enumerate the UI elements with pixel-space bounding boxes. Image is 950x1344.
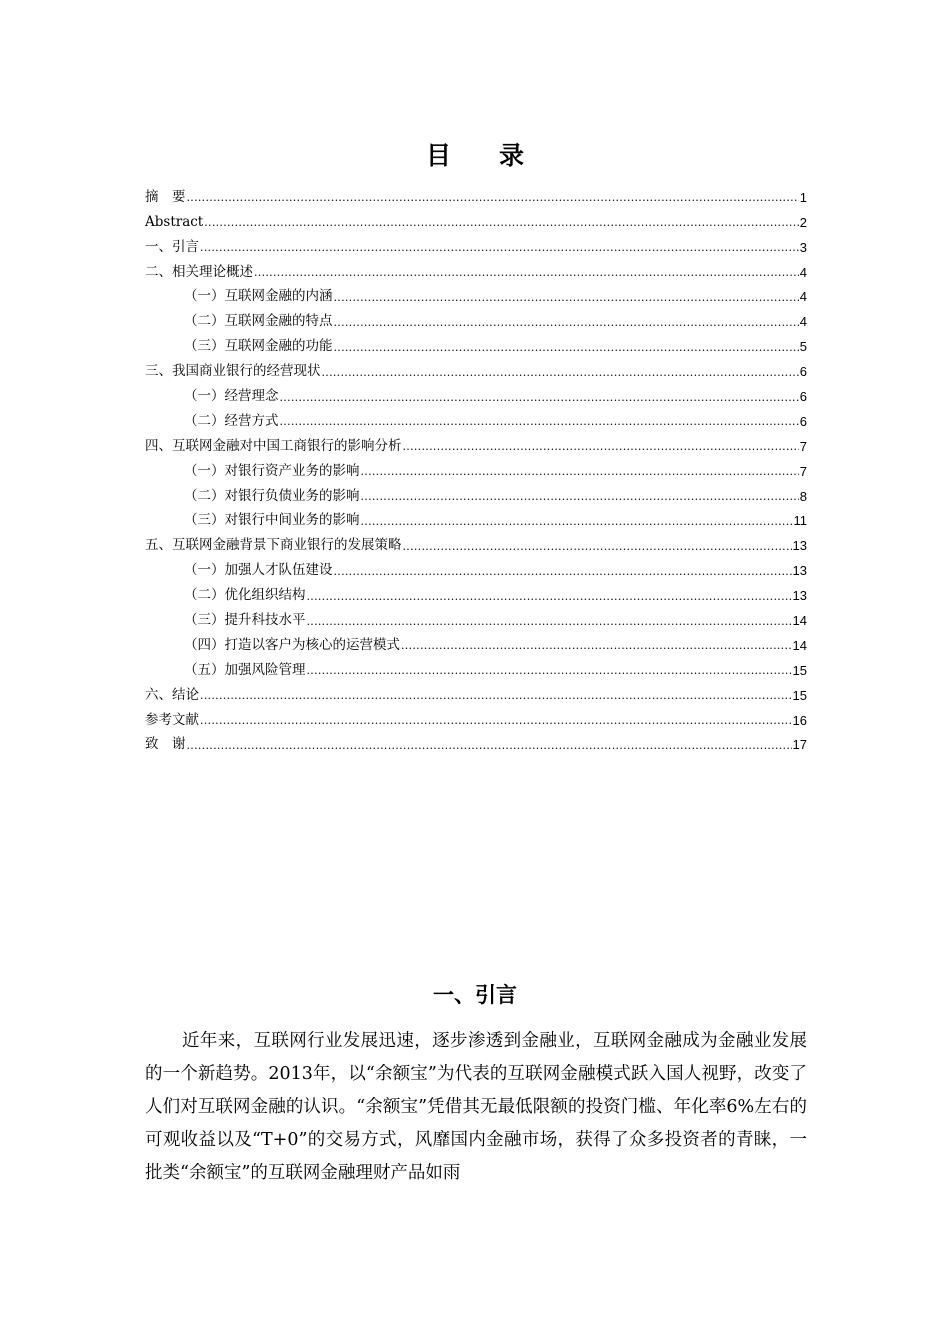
toc-leader [280,415,799,429]
toc-title-char-2: 录 [499,141,525,170]
toc-entry-label: （一）加强人才队伍建设 [184,562,333,579]
toc-entry[interactable] [145,354,807,379]
toc-leader [403,440,799,454]
toc-entry-page: 7 [799,463,807,479]
toc-subentry[interactable] [145,553,807,578]
toc-leader [322,366,799,380]
toc-leader [361,465,799,479]
toc-leader [361,515,793,529]
toc-title [0,136,950,172]
toc-entry-page: 5 [799,339,807,355]
toc-leader [200,241,799,255]
toc-leader [254,266,799,280]
toc-leader [200,689,792,703]
toc-entry-page: 11 [793,513,807,529]
toc-entry-label: （二）优化组织结构 [184,587,306,604]
toc-subentry[interactable] [145,628,807,653]
toc-subentry[interactable] [145,379,807,404]
toc-entry-label: （四）打造以客户为核心的运营模式 [184,636,400,653]
toc-entry-page: 4 [799,289,807,305]
toc-leader [401,639,792,653]
toc-leader [280,391,799,405]
toc-leader [187,191,799,205]
toc-leader [334,291,799,305]
toc-entry-label: （一）经营理念 [184,388,279,405]
toc-entry-label: （三）对银行中间业务的影响 [184,512,360,529]
toc-entry-label: Abstract [145,213,204,230]
section-heading: 一、引言 [433,982,517,1007]
toc-entry-label: 六、结论 [145,686,199,703]
toc-leader [307,664,792,678]
toc-entry-page: 7 [799,438,807,454]
toc-entry-label: （二）经营方式 [184,412,279,429]
toc-entry-label: 致 谢 [145,736,186,753]
toc-entry-page: 8 [799,488,807,504]
toc-entry-label: （一）互联网金融的内涵 [184,288,333,305]
toc-leader [204,216,799,230]
toc-entry[interactable] [145,703,807,728]
toc-entry-page: 4 [799,314,807,330]
toc-entry-label: （三）提升科技水平 [184,612,306,629]
toc-entry-page: 14 [792,637,807,653]
toc-title-char-1: 目 [425,141,451,170]
toc-entry[interactable] [145,728,807,753]
toc-subentry[interactable] [145,578,807,603]
toc-entry-page: 14 [792,613,807,629]
toc-entry-page: 4 [799,264,807,280]
toc-subentry[interactable] [145,653,807,678]
toc-entry-page: 1 [799,189,807,205]
toc-entry[interactable] [145,205,807,230]
toc-entry-page: 6 [799,413,807,429]
toc-entry-label: 摘 要 [145,188,186,205]
toc-entry[interactable] [145,255,807,280]
toc-entry[interactable] [145,678,807,703]
toc-entry-page: 13 [792,588,807,604]
toc-leader [334,565,792,579]
toc-entry-label: （二）互联网金融的特点 [184,313,333,330]
toc-entry-label: （二）对银行负债业务的影响 [184,487,360,504]
toc-entry-label: 一、引言 [145,238,199,255]
toc-entry-page: 3 [799,239,807,255]
toc-entry-page: 15 [792,662,807,678]
toc-leader [361,490,799,504]
toc-leader [187,739,792,753]
toc-entry[interactable] [145,180,807,205]
toc-entry-label: 参考文献 [145,711,199,728]
toc-subentry[interactable] [145,304,807,329]
toc-entry-page: 15 [792,687,807,703]
toc-subentry[interactable] [145,329,807,354]
toc-entry-page: 17 [792,737,807,753]
table-of-contents [145,180,807,752]
toc-subentry[interactable] [145,454,807,479]
toc-subentry[interactable] [145,603,807,628]
toc-entry-page: 6 [799,389,807,405]
toc-leader [403,540,792,554]
toc-entry-page: 16 [792,712,807,728]
toc-entry-label: 四、互联网金融对中国工商银行的影响分析 [145,437,402,454]
toc-subentry[interactable] [145,404,807,429]
toc-entry-page: 6 [799,364,807,380]
toc-entry[interactable] [145,528,807,553]
toc-entry-label: 三、我国商业银行的经营现状 [145,363,321,380]
toc-entry-label: （五）加强风险管理 [184,661,306,678]
toc-entry-label: （一）对银行资产业务的影响 [184,462,360,479]
toc-subentry[interactable] [145,280,807,305]
toc-entry-page: 13 [792,538,807,554]
body-paragraph: 近年来，互联网行业发展迅速，逐步渗透到金融业，互联网金融成为金融业发展的一个新趋势。2013年，以“余额宝”为代表的互联网金融模式跃入国人视野，改变了人们对互联网金融的认识。“余额宝”凭借其无最低限额的投资门槛、年化率6%左右的可观收益以及“T+0”的交易方式，风靡国内金融市场，获得了众多投资者的青睐，一批类“余额宝”的互联网金融理财产品如雨 [145,1031,807,1183]
toc-entry-label: （三）互联网金融的功能 [184,338,333,355]
toc-entry-label: 二、相关理论概述 [145,263,253,280]
toc-entry[interactable] [145,429,807,454]
toc-leader [200,714,792,728]
toc-leader [307,615,792,629]
toc-leader [307,590,792,604]
toc-entry-page: 13 [792,563,807,579]
toc-leader [334,316,799,330]
toc-subentry[interactable] [145,479,807,504]
toc-entry-page: 2 [799,214,807,230]
toc-entry-label: 五、互联网金融背景下商业银行的发展策略 [145,537,402,554]
toc-entry[interactable] [145,230,807,255]
toc-subentry[interactable] [145,504,807,529]
toc-leader [334,341,799,355]
